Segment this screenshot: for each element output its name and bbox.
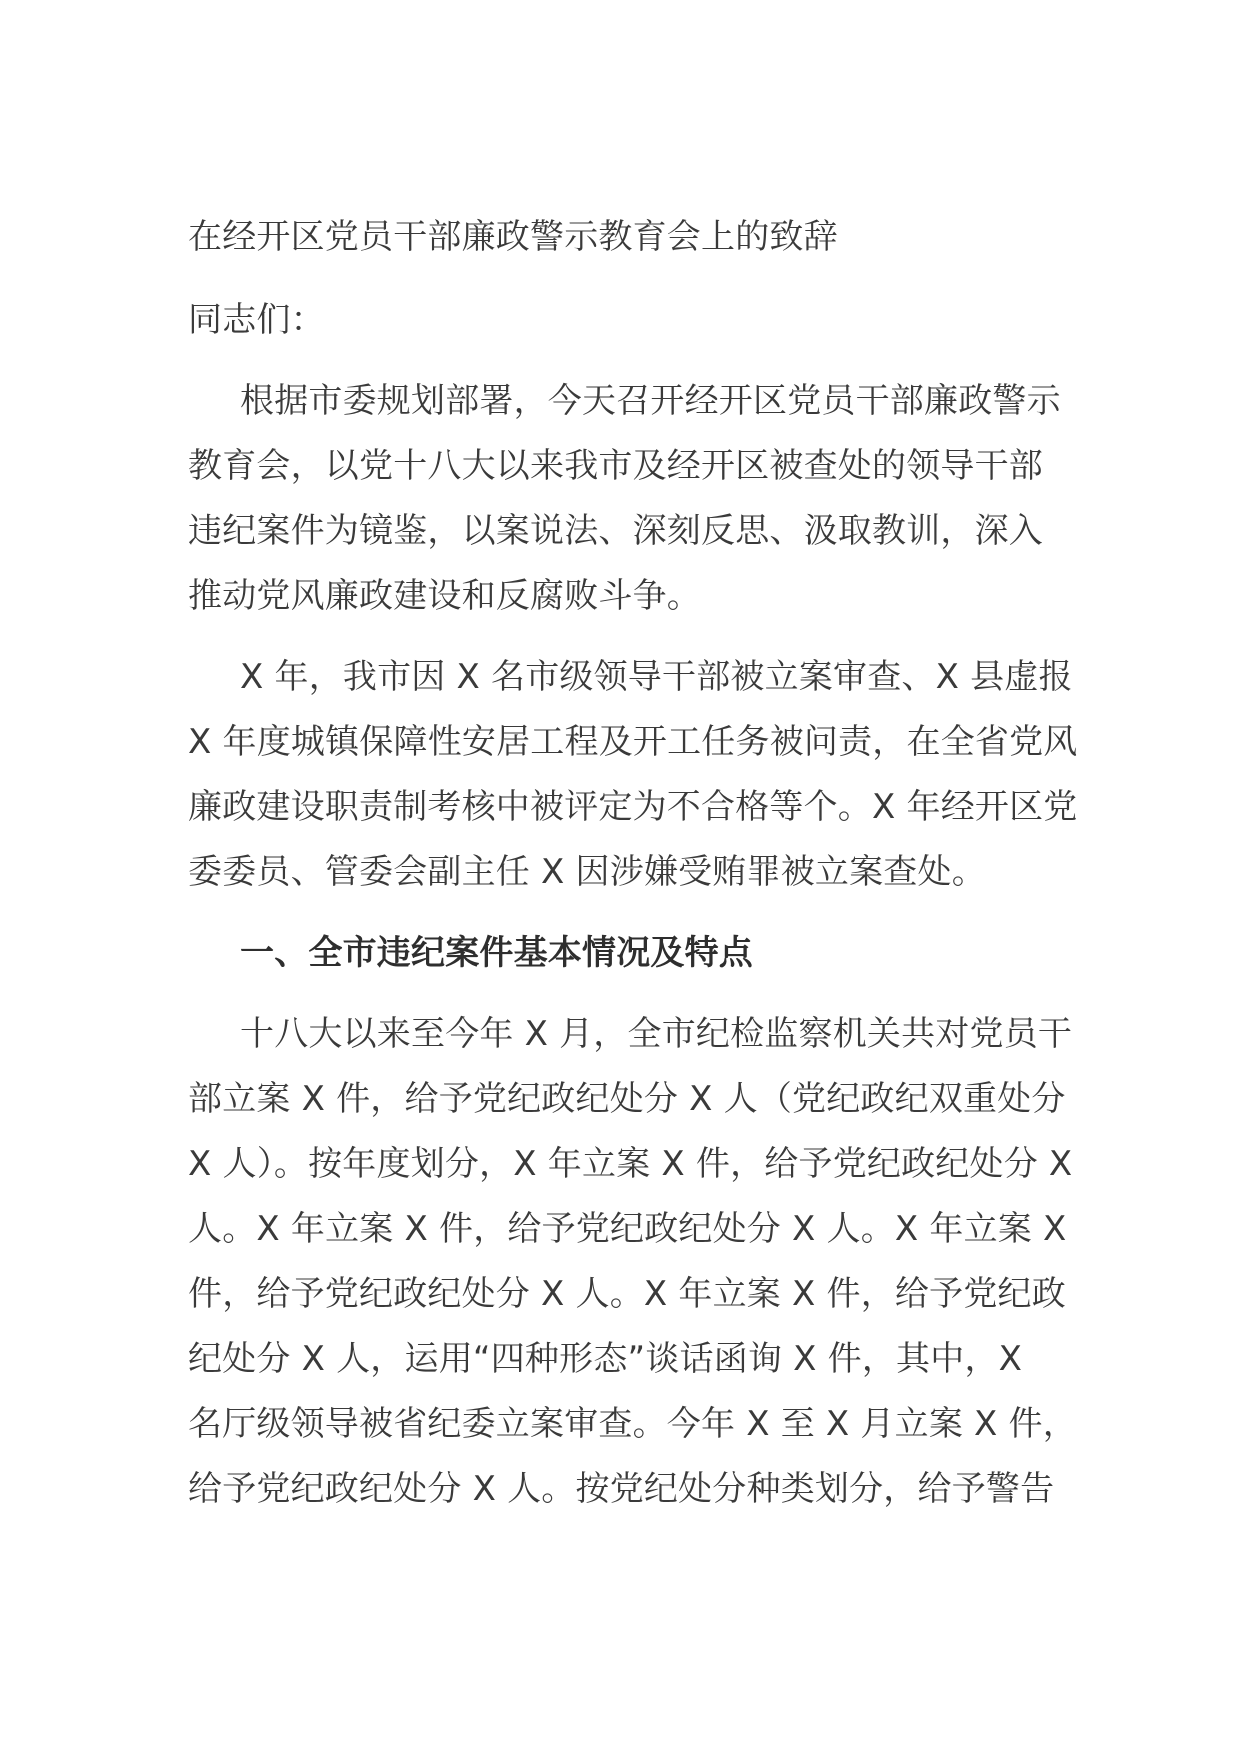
paragraph-1-line: 教育会，以党十八大以来我市及经开区被查处的领导干部 <box>188 446 1043 486</box>
paragraph-3-line: 人。X 年立案 X 件，给予党纪政纪处分 X 人。X 年立案 X <box>188 1209 1067 1249</box>
paragraph-1-line: 根据市委规划部署，今天召开经开区党员干部廉政警示 <box>240 381 1061 421</box>
paragraph-2 <box>188 645 1078 905</box>
paragraph-1-line: 推动党风廉政建设和反腐败斗争。 <box>188 576 701 616</box>
section-heading: 一、全市违纪案件基本情况及特点 <box>240 933 753 973</box>
paragraph-3-line: 给予党纪政纪处分 X 人。按党纪处分种类划分，给予警告 <box>188 1469 1055 1509</box>
greeting: 同志们： <box>188 300 325 340</box>
paragraph-3-line: 部立案 X 件，给予党纪政纪处分 X 人（党纪政纪双重处分 <box>188 1079 1066 1119</box>
document-body <box>188 205 1078 1538</box>
paragraph-3 <box>188 1002 1077 1522</box>
paragraph-3-line: 件，给予党纪政纪处分 X 人。X 年立案 X 件，给予党纪政 <box>188 1274 1066 1314</box>
paragraph-2-line: 委委员、管委会副主任 X 因涉嫌受贿罪被立案查处。 <box>188 852 986 892</box>
paragraph-2-line: X 年度城镇保障性安居工程及开工任务被问责，在全省党风 <box>188 722 1078 762</box>
paragraph-3-line: 十八大以来至今年 X 月，全市纪检监察机关共对党员干 <box>240 1014 1073 1054</box>
paragraph-3-line: 纪处分 X 人，运用“四种形态”谈话函询 X 件，其中，X <box>188 1339 1023 1379</box>
paragraph-2-line: X 年，我市因 X 名市级领导干部被立案审查、X 县虚报 <box>240 657 1073 697</box>
paragraph-3-line: X 人）。按年度划分，X 年立案 X 件，给予党纪政纪处分 X <box>188 1144 1073 1184</box>
paragraph-1-line: 违纪案件为镜鉴，以案说法、深刻反思、汲取教训，深入 <box>188 511 1043 551</box>
paragraph-3-line: 名厅级领导被省纪委立案审查。今年 X 至 X 月立案 X 件， <box>188 1404 1077 1444</box>
paragraph-2-line: 廉政建设职责制考核中被评定为不合格等个。X 年经开区党 <box>188 787 1078 827</box>
paragraph-1 <box>188 369 1061 629</box>
document-title: 在经开区党员干部廉政警示教育会上的致辞 <box>188 217 838 257</box>
